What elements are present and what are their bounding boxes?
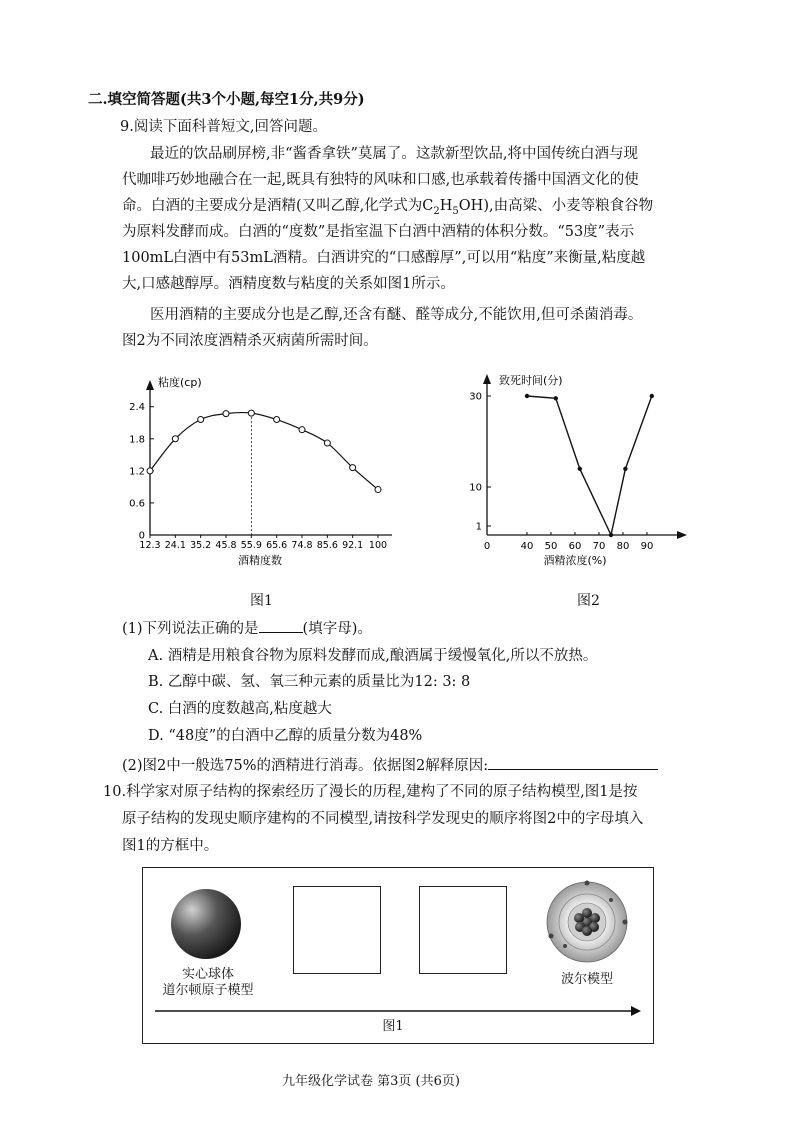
chart2-y-tick-label: 30 [469,391,482,403]
chart1-point [324,440,330,446]
q10-line-3: 图1的方框中。 [122,838,219,854]
timeline-arrow [153,1004,643,1018]
option-a: A. 酒精是用粮食谷物为原料发酵而成,酿酒属于缓慢氧化,所以不放热。 [148,648,598,664]
chart2-y-ticks [469,392,491,533]
chart1-x-tick-label: 92.1 [342,540,364,551]
chart1-y-tick-label: 0 [138,530,145,542]
chart2-y-tick-label: 10 [469,482,482,494]
chart1-x-tick-label: 12.3 [139,540,161,551]
q9-p2-line-2: 图2为不同浓度酒精杀灭病菌所需时间。 [122,333,378,349]
chart2-point [554,396,558,400]
chart1-point [350,465,356,471]
viscosity-chart [120,368,410,573]
chart2-line [527,396,652,535]
chart2-x-tick-label: 40 [520,541,534,552]
chart1-point [375,487,381,493]
option-b: B. 乙醇中碳、氢、氧三种元素的质量比为12: 3: 8 [148,674,471,690]
chart1-axes [146,380,392,535]
section-title: 二.填空简答题(共3个小题,每空1分,共9分) [88,91,365,108]
q9-p2-line-1: 医用酒精的主要成分也是乙醇,还含有醚、醛等成分,不能饮用,但可杀菌消毒。 [150,307,643,323]
chart2-x-tick-label: 70 [592,541,606,552]
q10-line-2: 原子结构的发现史顺序建构的不同模型,请按科学发现史的顺序将图2中的字母填入 [122,811,644,827]
chart1-point [274,417,280,423]
chart1-point [248,410,254,416]
chart2-y-tick-label: 1 [475,521,482,533]
answer-box-1[interactable] [293,886,381,974]
chart2-x-tick-label: 60 [568,541,582,552]
chart1-point [147,468,153,474]
answer-blank-2[interactable] [488,755,658,770]
chart1-point [223,411,229,417]
chart2-axes [483,374,687,539]
chart1-x-tick-label: 100 [368,540,388,551]
chart1-x-ticks [139,535,387,551]
ethanol-formula: $C_2H_5$ [422,198,459,217]
kill-time-chart [465,368,695,573]
chart2-point [609,533,613,537]
q9-p1-line-3: 命。白酒的主要成分是酒精(又叫乙醇,化学式为$C_2H_5OH$),由高粱、小麦等粮食谷物 [122,198,654,217]
page-footer: 九年级化学试卷 第3页 (共6页) [282,1074,460,1089]
dalton-solid-sphere [170,888,242,960]
chart1-curve [150,413,378,490]
q9-p1-line-4: 为原料发酵而成。白酒的“度数”是指室温下白酒中酒精的体积分数。“53度”表示 [122,224,635,240]
q9-p1-line-5: 100mL白酒中有53mL酒精。白酒讲究的“口感醇厚”,可以用“粘度”来衡量,粘度越 [122,250,646,266]
bohr-label: 波尔模型 [560,972,613,987]
chart1-y-tick-label: 0.6 [129,498,145,510]
chart1-x-tick-label: 35.2 [190,540,212,551]
chart1-points [147,410,381,492]
chart1-y-tick-label: 1.8 [129,434,145,446]
chart2-point [525,394,529,398]
chart2-points [525,394,654,537]
chart1-point [172,436,178,442]
chart2-point [623,467,627,471]
chart1-x-tick-label: 74.8 [291,540,313,551]
chart1-x-tick-label: 55.9 [240,540,262,551]
q9-p1-line-6: 大,口感越醇厚。酒精度数与粘度的关系如图1所示。 [122,276,455,292]
q9-p1-line-2: 代咖啡巧妙地融合在一起,既具有独特的风味和口感,也承载着传播中国酒文化的使 [122,172,639,188]
option-c: C. 白酒的度数越高,粘度越大 [148,701,332,717]
chart1-x-tick-label: 45.8 [215,540,237,551]
chart2-x-tick-label: 80 [616,541,630,552]
fig1-caption: 图1 [250,593,273,609]
chart2-point [650,394,654,398]
chart2-point [578,467,582,471]
atom-model-figure [142,867,654,1044]
chart1-y-arrow [146,380,154,390]
chart2-x-arrow [677,531,687,539]
chart1-point [299,427,305,433]
q9-stem: 9.阅读下面科普短文,回答问题。 [120,119,327,135]
chart2-x-tick-label: 90 [640,541,654,552]
chart1-y-tick-label: 1.2 [129,466,145,478]
chart1-x-tick-label: 24.1 [164,540,186,551]
chart1-xlabel: 酒精度数 [238,554,282,567]
chart2-x-tick-label: 50 [544,541,558,552]
chart1-x-tick-label: 65.6 [266,540,288,551]
q9-p1-line-1: 最近的饮品刷屏榜,非“酱香拿铁”莫属了。这款新型饮品,将中国传统白酒与现 [150,146,639,162]
chart2-y-arrow [483,374,491,384]
chart1-point [198,417,204,423]
q9-sub1: (1)下列说法正确的是 (填字母)。 [122,618,372,639]
chart1-x-tick-label: 85.6 [316,540,338,551]
answer-box-2[interactable] [419,886,507,974]
option-d: D. “48度”的白酒中乙醇的质量分数为48% [148,728,423,744]
q9-sub2: (2)图2中一般选75%的酒精进行消毒。依据图2解释原因: [122,755,658,776]
atom-fig-caption: 图1 [382,1019,404,1034]
q10-line-1: 10.科学家对原子结构的探索经历了漫长的历程,建构了不同的原子结构模型,图1是按 [103,784,638,800]
chart2-ylabel: 致死时间(分) [499,374,563,387]
bohr-model-icon [545,880,629,964]
chart1-y-tick-label: 2.4 [129,402,145,414]
dalton-label-1: 实心球体 [181,967,234,982]
answer-blank-1[interactable] [259,618,303,633]
dalton-label-2: 道尔顿原子模型 [162,983,254,998]
fig2-caption: 图2 [577,593,600,609]
chart2-xlabel: 酒精浓度(%) [543,554,607,567]
chart2-x-tick-label: 0 [483,541,491,552]
chart1-ylabel: 粘度(cp) [158,376,202,389]
